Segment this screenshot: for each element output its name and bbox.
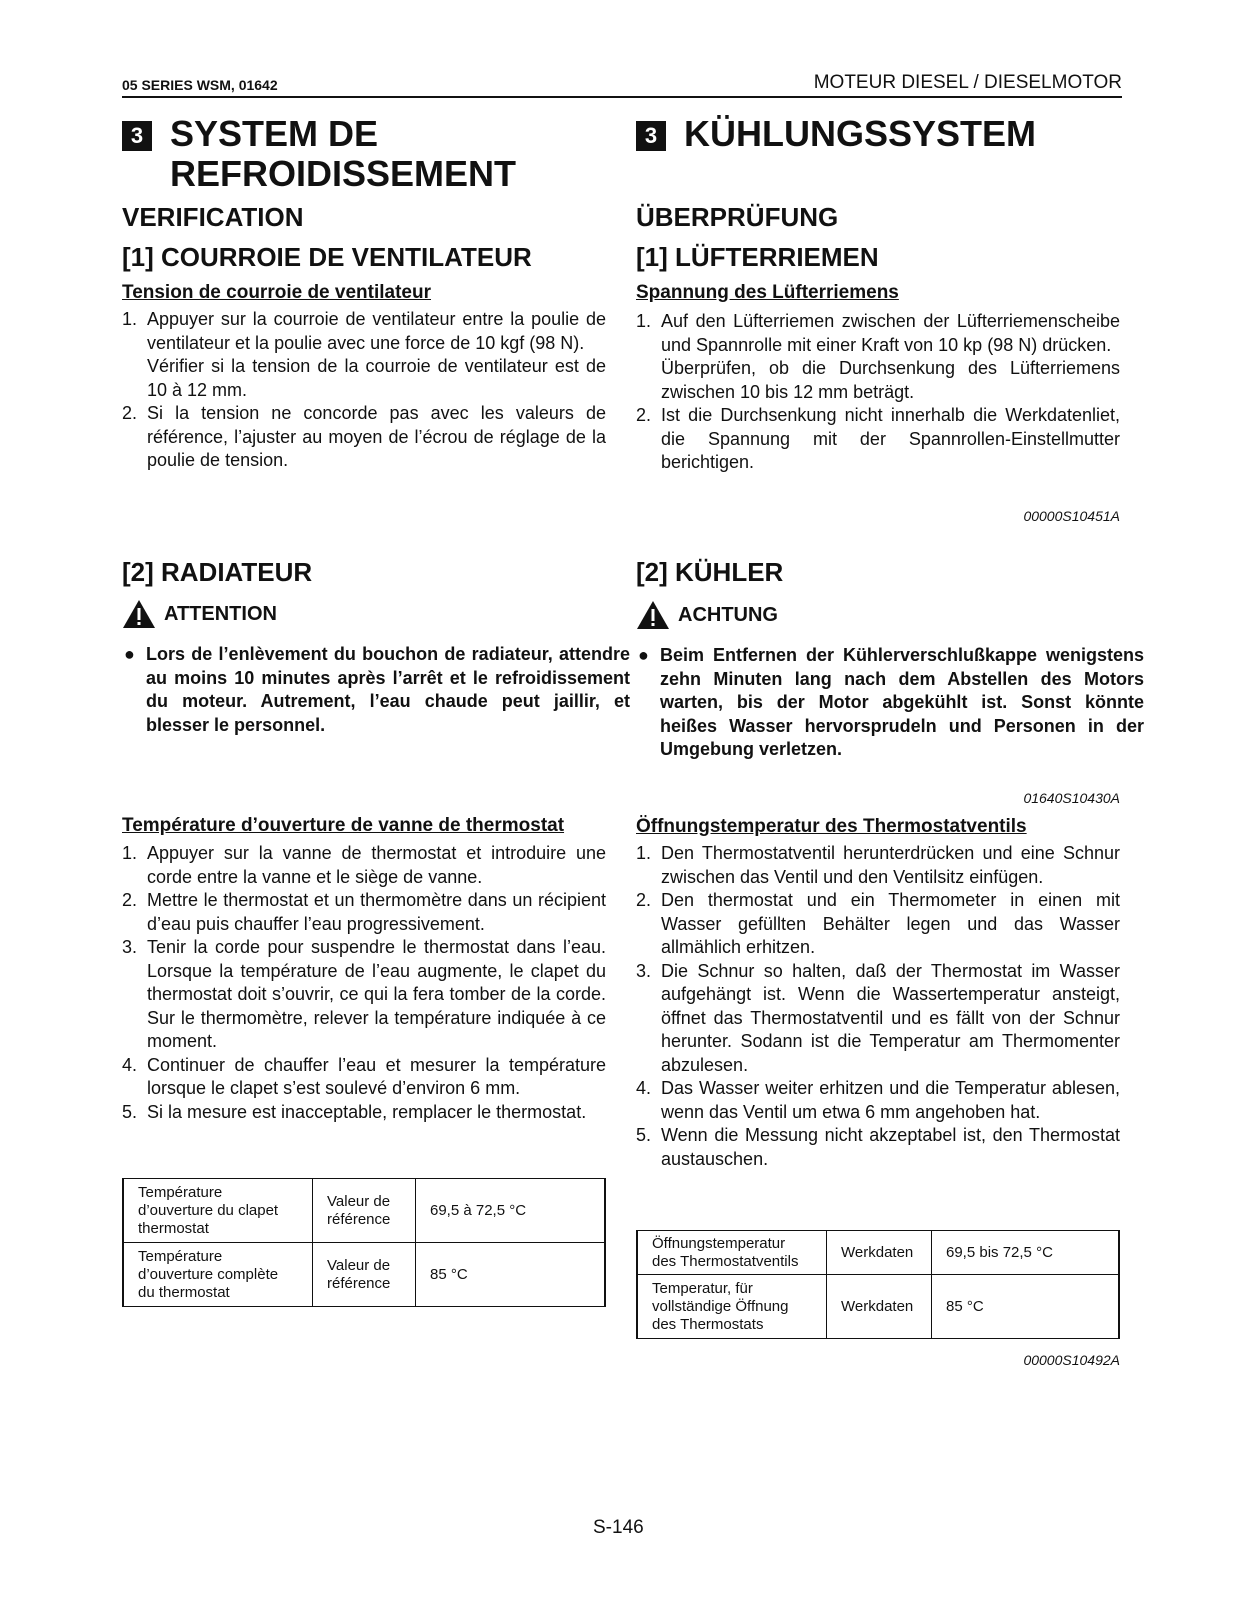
- list-item: 3. Die Schnur so halten, daß der Thermostat im Wasser aufgehängt ist. Wenn die Wassertemperatur ansteigt, öffnet das Thermostatventil und es fällt von der Schnur herunter. Sodann ist die Temperatur am Thermomenter abzulesen.: [636, 960, 1120, 1075]
- list-item: 5. Wenn die Messung nicht akzeptabel ist, den Thermostat austauschen.: [636, 1125, 1120, 1169]
- fan-belt-steps-fr: [122, 308, 606, 473]
- caution-heading-de: [636, 600, 1120, 630]
- radiator-heading-de: [2] KÜHLER: [636, 557, 784, 587]
- reference-code: 00000S10492A: [1023, 1352, 1120, 1368]
- section-title: MOTEUR DIESEL / DIESELMOTOR: [813, 72, 1122, 93]
- chapter-title-fr: SYSTEM DE REFROIDISSEMENT: [170, 113, 517, 194]
- list-item: 4. Continuer de chauffer l’eau et mesurer la température lorsque le clapet s’est soulevé d’environ 6 mm.: [122, 1054, 606, 1098]
- table-row: Temperatur, für vollständige Öffnung des Thermostats Werkdaten 85 °C: [637, 1275, 1119, 1339]
- list-item: 5. Si la mesure est inacceptable, remplacer le thermostat.: [122, 1101, 587, 1122]
- reference-code: 01640S10430A: [1023, 790, 1120, 806]
- caution-label-fr: ATTENTION: [164, 602, 277, 625]
- list-item: 2. Mettre le thermostat et un thermomètre dans un récipient d’eau puis chauffer l’eau progressivement.: [122, 890, 606, 934]
- verification-heading-fr: VERIFICATION: [122, 202, 304, 232]
- fan-belt-subheading-de: Spannung des Lüfterriemens: [636, 282, 899, 303]
- chapter-number-badge: 3: [636, 121, 666, 151]
- page-number: S-146: [593, 1517, 644, 1538]
- list-item: 4. Das Wasser weiter erhitzen und die Temperatur ablesen, wenn das Ventil um etwa 6 mm angehoben hat.: [636, 1078, 1120, 1122]
- caution-heading-fr: [122, 599, 606, 629]
- thermostat-steps-de: [636, 842, 1120, 1171]
- caution-text-de: ● Beim Entfernen der Kühlerverschlußkappe wenigstens zehn Minuten lang nach dem Abstellen des Motors warten, bis der Motor abgekühlt ist. Sonst könnte heißes Wasser hervorsprudeln und Personen in der Umgebung verletzen.: [638, 645, 1144, 759]
- fan-belt-heading-fr: [1] COURROIE DE VENTILATEUR: [122, 242, 532, 272]
- list-item: 1. Auf den Lüfterriemen zwischen der Lüfterriemenscheibe und Spannrolle mit einer Kraft von 10 kp (98 N) drücken. Überprüfen, ob die Durchsenkung des Lüfterriemens zwischen 10 bis 12 mm beträgt.: [636, 311, 1120, 402]
- list-item: 2. Si la tension ne concorde pas avec les valeurs de référence, l’ajuster au moyen de l’écrou de réglage de la poulie de tension.: [122, 403, 606, 470]
- list-item: 1. Den Thermostatventil herunterdrücken und eine Schnur zwischen das Ventil und den Ventilsitz einfügen.: [636, 843, 1120, 887]
- fan-belt-steps-de: [636, 310, 1120, 475]
- manual-code: 05 SERIES WSM, 01642: [122, 77, 278, 93]
- warning-triangle-icon: [122, 599, 156, 629]
- caution-text-fr: ● Lors de l’enlèvement du bouchon de radiateur, attendre au moins 10 minutes après l’arrêt et le refroidissement du moteur. Autrement, l’eau chaude peut jaillir, et blesser le personnel.: [124, 644, 630, 735]
- thermostat-spec-table-de: [636, 1230, 1120, 1339]
- chapter-heading-fr: [122, 114, 606, 194]
- table-row: Öffnungstemperatur des Thermostatventils Werkdaten 69,5 bis 72,5 °C: [637, 1231, 1119, 1275]
- warning-triangle-icon: [636, 600, 670, 630]
- list-item: 1. Appuyer sur la courroie de ventilateur entre la poulie de ventilateur et la poulie avec une force de 10 kgf (98 N). Vérifier si la tension de la courroie de ventilateur est de 10 à 12 mm.: [122, 309, 606, 400]
- page-header: [122, 70, 1122, 98]
- table-row: Température d’ouverture complète du thermostat Valeur de référence 85 °C: [123, 1243, 605, 1307]
- verification-heading-de: ÜBERPRÜFUNG: [636, 202, 839, 232]
- list-item: 2. Ist die Durchsenkung nicht innerhalb die Werkdatenliet, die Spannung mit der Spannrollen-Einstellmutter berichtigen.: [636, 405, 1120, 472]
- fan-belt-subheading-fr: Tension de courroie de ventilateur: [122, 282, 431, 303]
- list-item: 2. Den thermostat und ein Thermometer in einen mit Wasser gefüllten Behälter legen und das Wasser allmählich erhitzen.: [636, 890, 1120, 957]
- chapter-title-de: KÜHLUNGSSYSTEM: [684, 113, 1037, 154]
- list-item: 1. Appuyer sur la vanne de thermostat et introduire une corde entre la vanne et le siège de vanne.: [122, 843, 606, 887]
- radiator-heading-fr: [2] RADIATEUR: [122, 557, 313, 587]
- list-item: 3. Tenir la corde pour suspendre le thermostat dans l’eau. Lorsque la température de l’eau augmente, le clapet du thermostat doit s’ouvrir, ce qui la fera tomber de la corde. Sur le thermomètre, relever la température indiquée à ce moment.: [122, 937, 606, 1051]
- thermostat-steps-fr: [122, 842, 606, 1124]
- chapter-number-badge: 3: [122, 121, 152, 151]
- thermostat-subheading-fr: Température d’ouverture de vanne de thermostat: [122, 815, 565, 836]
- reference-code: 00000S10451A: [1023, 508, 1120, 524]
- chapter-heading-de: [636, 114, 1120, 154]
- fan-belt-heading-de: [1] LÜFTERRIEMEN: [636, 242, 879, 272]
- thermostat-spec-table-fr: [122, 1178, 606, 1307]
- caution-label-de: ACHTUNG: [678, 603, 778, 626]
- thermostat-subheading-de: Öffnungstemperatur des Thermostatventils: [636, 816, 1027, 837]
- table-row: Température d’ouverture du clapet thermostat Valeur de référence 69,5 à 72,5 °C: [123, 1179, 605, 1243]
